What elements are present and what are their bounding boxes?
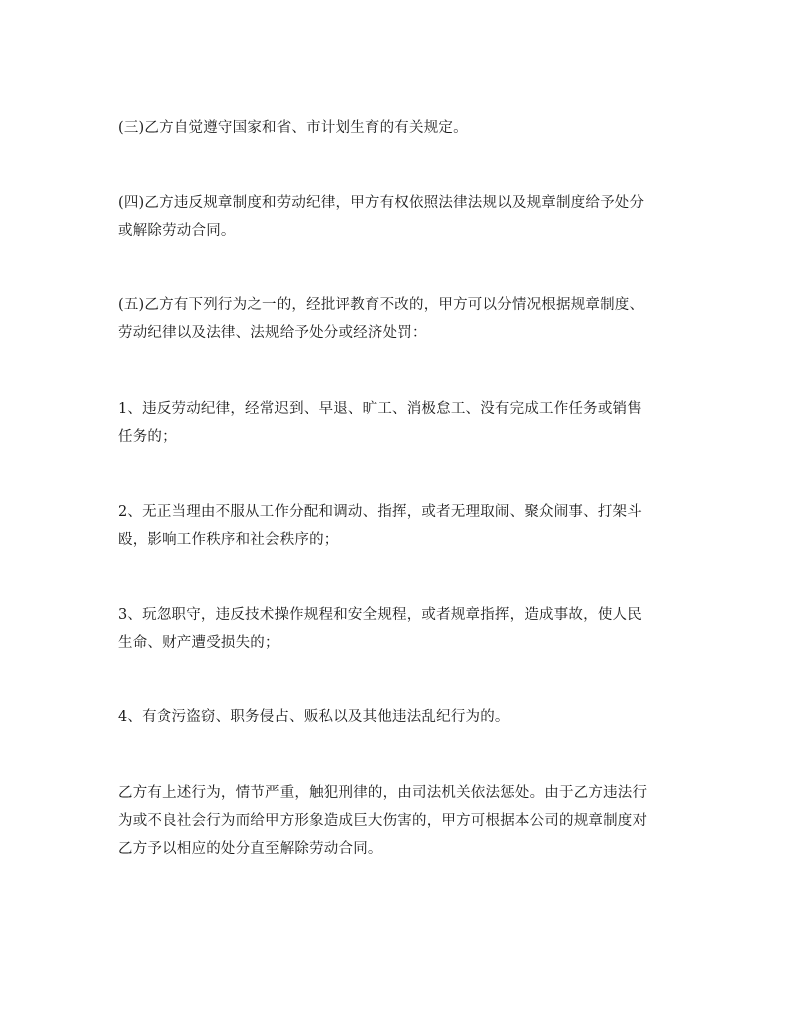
text-line: 4、有贪污盗窃、职务侵占、贩私以及其他违法乱纪行为的。: [118, 709, 510, 725]
paragraph-severe-violation-clause: [118, 779, 690, 863]
text-line: 为或不良社会行为而给甲方形象造成巨大伤害的，甲方可根据本公司的规章制度对: [118, 813, 648, 829]
text-line: 1、违反劳动纪律，经常迟到、早退、旷工、消极怠工、没有完成工作任务或销售: [118, 401, 642, 417]
text-line: 乙方有上述行为，情节严重，触犯刑律的，由司法机关依法惩处。由于乙方违法行: [118, 785, 648, 801]
text-line: 劳动纪律以及法律、法规给予处分或经济处罚：: [118, 325, 427, 341]
text-line: 殴，影响工作秩序和社会秩序的；: [118, 532, 339, 548]
paragraph-penalty-conditions-clause: [118, 291, 690, 347]
text-line: 3、玩忽职守，违反技术操作规程和安全规程，或者规章指挥，造成事故，使人民: [118, 607, 642, 623]
text-line: (五)乙方有下列行为之一的，经批评教育不改的，甲方可以分情况根据规章制度、: [118, 297, 645, 313]
text-line: 任务的；: [118, 429, 177, 445]
text-line: 生命、财产遭受损失的；: [118, 635, 280, 651]
paragraph-disciplinary-rights-clause: [118, 189, 690, 245]
text-line: 2、无正当理由不服从工作分配和调动、指挥，或者无理取闹、聚众闹事、打架斗: [118, 504, 642, 520]
text-line: (三)乙方自觉遵守国家和省、市计划生育的有关规定。: [118, 120, 468, 136]
list-item-2: [118, 498, 690, 554]
text-line: (四)乙方违反规章制度和劳动纪律，甲方有权依照法律法规以及规章制度给予处分: [118, 195, 645, 211]
list-item-3: [118, 601, 690, 657]
text-line: 乙方予以相应的处分直至解除劳动合同。: [118, 841, 383, 857]
list-item-1: [118, 395, 690, 451]
paragraph-family-planning-clause: [118, 114, 690, 142]
text-line: 或解除劳动合同。: [118, 223, 236, 239]
list-item-4: [118, 703, 690, 731]
